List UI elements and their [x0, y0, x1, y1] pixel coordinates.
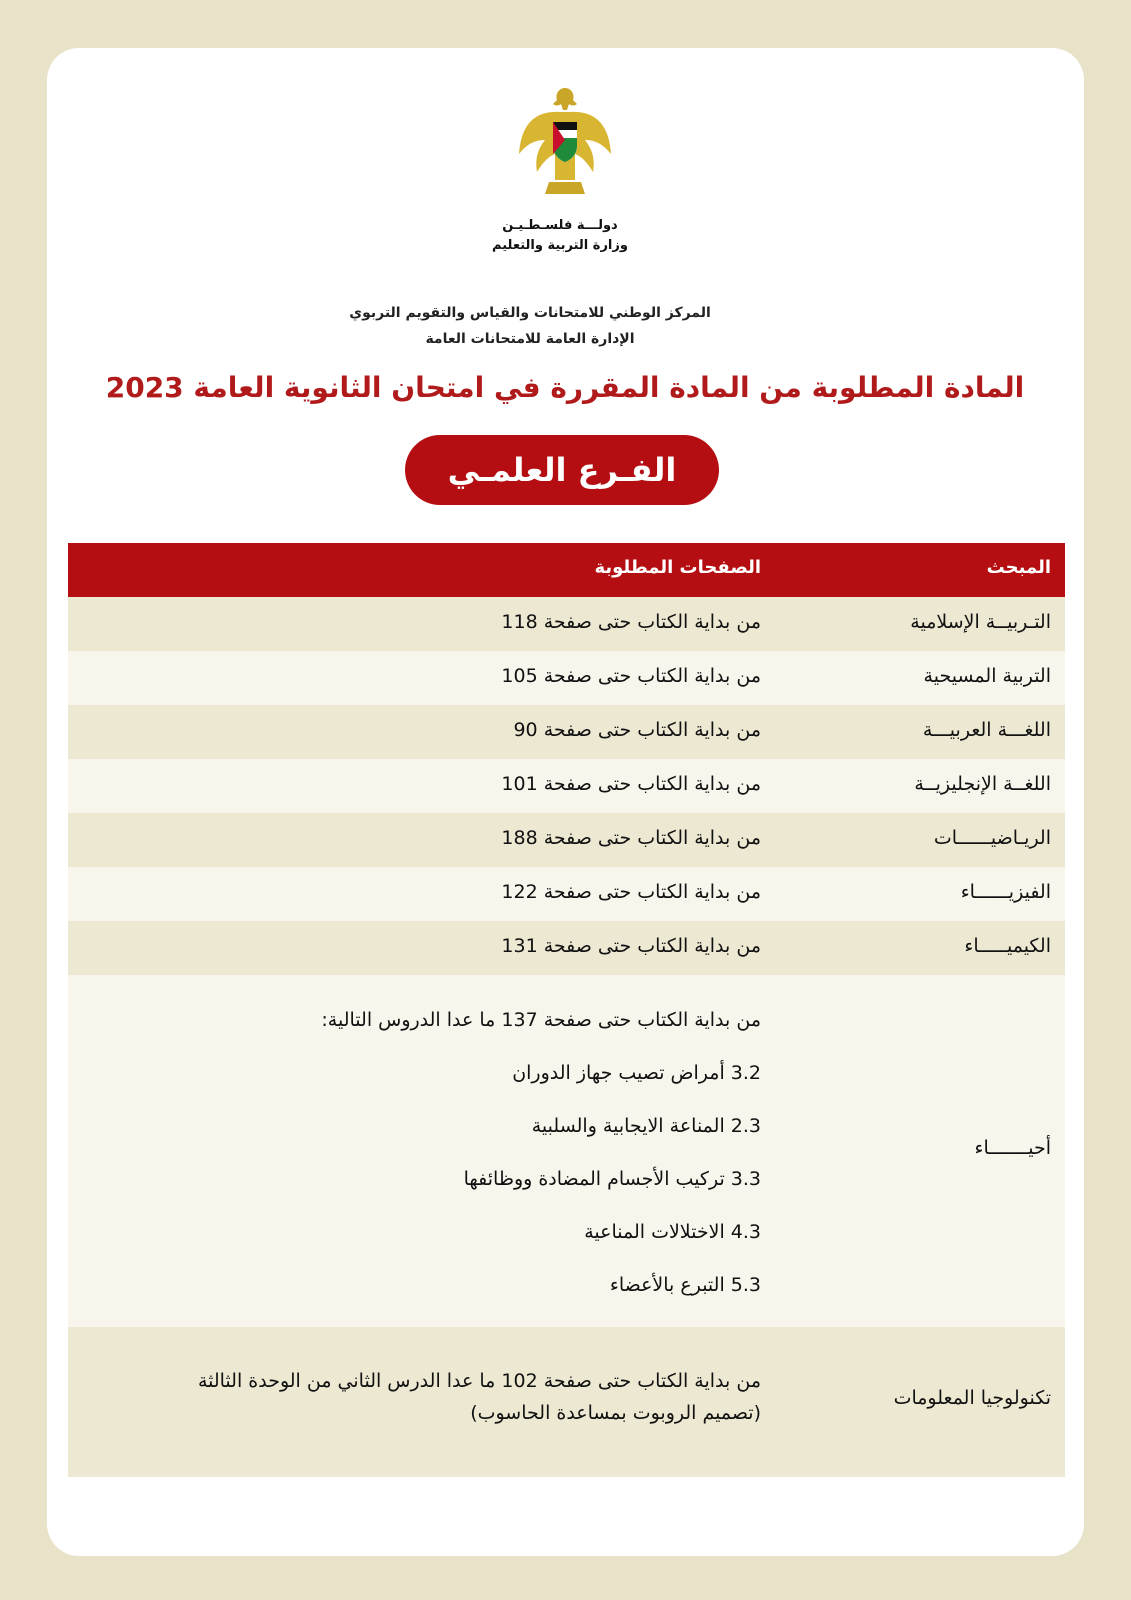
bio-line: 3.3 تركيب الأجسام المضادة ووظائفها: [463, 1168, 761, 1190]
row-pages: من بداية الكتاب حتى صفحة 118: [501, 611, 761, 633]
row-pages-list: [101, 1365, 761, 1429]
center-title: [300, 300, 760, 352]
bio-line: 3.2 أمراض تصيب جهاز الدوران: [512, 1062, 761, 1084]
row-subject: الريـاضيــــــات: [933, 827, 1051, 849]
header-pages: الصفحات المطلوبة: [594, 557, 761, 578]
state-ministry-name: [480, 216, 640, 256]
bio-line: 4.3 الاختلالات المناعية: [584, 1221, 761, 1243]
table-row: [68, 867, 1065, 921]
row-subject: الكيميـــــاء: [964, 935, 1051, 957]
row-subject: اللغـــة العربيـــة: [922, 719, 1051, 741]
row-subject: أحيـــــــاء: [974, 1137, 1051, 1159]
ministry-line: وزارة التربية والتعليم: [492, 238, 628, 253]
state-line: دولـــة فلسـطـيـن: [502, 218, 618, 233]
row-pages: من بداية الكتاب حتى صفحة 122: [501, 881, 761, 903]
subjects-table: [68, 543, 1065, 1477]
row-subject: اللغــة الإنجليزيــة: [914, 773, 1051, 795]
bio-line: من بداية الكتاب حتى صفحة 137 ما عدا الدروس التالية:: [321, 1009, 761, 1031]
table-row: [68, 651, 1065, 705]
it-line: من بداية الكتاب حتى صفحة 102 ما عدا الدرس الثاني من الوحدة الثالثة: [197, 1370, 761, 1392]
table-row: [68, 921, 1065, 975]
table-row: [68, 705, 1065, 759]
directorate-name: الإدارة العامة للامتحانات العامة: [425, 331, 635, 347]
row-pages: من بداية الكتاب حتى صفحة 90: [513, 719, 761, 741]
eagle-emblem-icon: [515, 84, 615, 204]
table-row-it: [68, 1327, 1065, 1477]
it-line: (تصميم الروبوت بمساعدة الحاسوب): [470, 1402, 761, 1424]
row-pages: من بداية الكتاب حتى صفحة 188: [501, 827, 761, 849]
branch-badge: الفـرع العلمـي: [405, 435, 719, 505]
bio-line: 5.3 التبرع بالأعضاء: [609, 1274, 761, 1296]
page-title: المادة المطلوبة من المادة المقررة في امتحان الثانوية العامة 2023: [105, 371, 1025, 404]
table-header: [68, 543, 1065, 597]
table-row-biology: [68, 975, 1065, 1327]
table-row: [68, 759, 1065, 813]
table-row: [68, 813, 1065, 867]
row-pages: من بداية الكتاب حتى صفحة 101: [501, 773, 761, 795]
table-row: [68, 597, 1065, 651]
header-subject: المبحث: [986, 557, 1051, 578]
center-name: المركز الوطني للامتحانات والقياس والتقويم التربوي: [349, 305, 711, 321]
row-subject: التـربيــة الإسلامية: [910, 611, 1051, 633]
row-pages: من بداية الكتاب حتى صفحة 105: [501, 665, 761, 687]
row-pages: من بداية الكتاب حتى صفحة 131: [501, 935, 761, 957]
row-subject: التربية المسيحية: [923, 665, 1051, 687]
row-pages-list: [101, 1005, 761, 1323]
row-subject: تكنولوجيا المعلومات: [893, 1387, 1051, 1409]
bio-line: 2.3 المناعة الايجابية والسلبية: [531, 1115, 761, 1137]
row-subject: الفيزيــــــاء: [960, 881, 1051, 903]
